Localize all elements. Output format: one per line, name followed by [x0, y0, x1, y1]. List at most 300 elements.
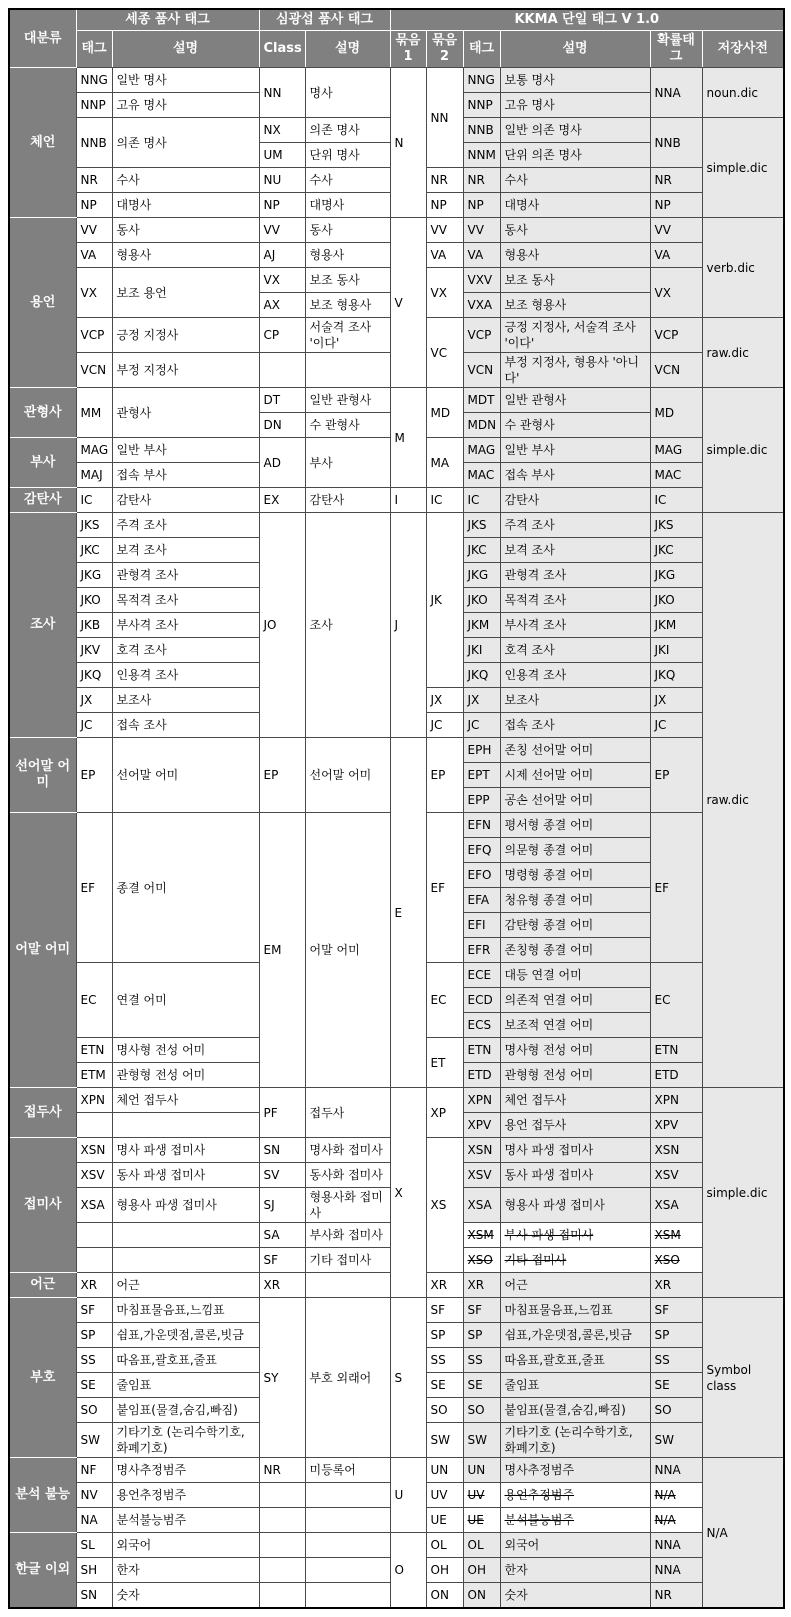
header-cell: 확률태그 [650, 31, 702, 68]
kkma-cell: 감탄형 종결 어미 [500, 913, 650, 938]
data-cell: OL [426, 1533, 463, 1558]
data-cell: XSA [76, 1188, 112, 1223]
data-cell: M [390, 388, 426, 488]
kkma-cell: JKG [650, 563, 702, 588]
data-cell: EC [76, 963, 112, 1038]
kkma-cell: Symbol class [702, 1298, 784, 1458]
data-cell: SL [76, 1533, 112, 1558]
category-cell: 용언 [9, 218, 76, 388]
kkma-cell: VA [463, 243, 500, 268]
data-cell: 인용격 조사 [112, 663, 259, 688]
data-cell: XR [259, 1273, 305, 1298]
kkma-cell-deprecated: XSM [650, 1223, 702, 1248]
data-cell: NN [426, 68, 463, 168]
kkma-cell: simple.dic [702, 118, 784, 218]
data-cell: 단위 명사 [305, 143, 390, 168]
data-cell: JKQ [76, 663, 112, 688]
data-cell: SS [76, 1348, 112, 1373]
kkma-cell: 쉼표,가운뎃점,콜론,빗금 [500, 1323, 650, 1348]
kkma-cell: VCN [463, 353, 500, 388]
data-cell: 보조사 [112, 688, 259, 713]
header-row [9, 31, 784, 68]
data-cell: NP [76, 193, 112, 218]
data-cell: 동사화 접미사 [305, 1163, 390, 1188]
kkma-cell: ETN [463, 1038, 500, 1063]
data-cell: XP [426, 1088, 463, 1138]
kkma-cell: verb.dic [702, 218, 784, 318]
data-cell: SN [259, 1138, 305, 1163]
data-cell: 호격 조사 [112, 638, 259, 663]
data-cell: 긍정 지정사 [112, 318, 259, 353]
kkma-cell: SO [650, 1398, 702, 1423]
kkma-cell: raw.dic [702, 513, 784, 1088]
kkma-cell: 의문형 종결 어미 [500, 838, 650, 863]
kkma-cell: 한자 [500, 1558, 650, 1583]
kkma-cell: VCN [650, 353, 702, 388]
kkma-cell: EPH [463, 738, 500, 763]
data-cell [305, 1533, 390, 1558]
category-cell: 조사 [9, 513, 76, 738]
header-cell: 저장사전 [702, 31, 784, 68]
data-cell: EP [76, 738, 112, 813]
kkma-cell: SF [463, 1298, 500, 1323]
kkma-cell: NNA [650, 1533, 702, 1558]
kkma-cell: EFR [463, 938, 500, 963]
kkma-cell: 보조사 [500, 688, 650, 713]
kkma-cell: SF [650, 1298, 702, 1323]
table-row [9, 1458, 784, 1483]
kkma-cell: 수 관형사 [500, 413, 650, 438]
kkma-cell: VXA [463, 293, 500, 318]
kkma-cell: 동사 [500, 218, 650, 243]
data-cell: 동사 [305, 218, 390, 243]
kkma-cell: NP [463, 193, 500, 218]
kkma-cell-deprecated: UE [463, 1508, 500, 1533]
data-cell: MA [426, 438, 463, 488]
kkma-cell: 기타기호 (논리수학기호, 화폐기호) [500, 1423, 650, 1458]
data-cell: EF [426, 813, 463, 963]
data-cell: JC [426, 713, 463, 738]
kkma-cell: XR [463, 1273, 500, 1298]
data-cell: 형용사 [112, 243, 259, 268]
data-cell: 접속 조사 [112, 713, 259, 738]
data-cell [305, 1483, 390, 1508]
data-cell: VA [76, 243, 112, 268]
kkma-cell: 동사 파생 접미사 [500, 1163, 650, 1188]
data-cell: IC [76, 488, 112, 513]
header-cell: 묶음 2 [426, 31, 463, 68]
data-cell: 조사 [305, 513, 390, 738]
data-cell: NV [76, 1483, 112, 1508]
data-cell: 보조 형용사 [305, 293, 390, 318]
data-cell: 어말 어미 [305, 813, 390, 1088]
kkma-cell: XPV [463, 1113, 500, 1138]
data-cell: NNB [76, 118, 112, 168]
kkma-cell: EFN [463, 813, 500, 838]
data-cell [305, 1583, 390, 1609]
data-cell: SO [426, 1398, 463, 1423]
data-cell: ETM [76, 1063, 112, 1088]
kkma-cell: 대명사 [500, 193, 650, 218]
kkma-cell: XSN [463, 1138, 500, 1163]
data-cell: 기타기호 (논리수학기호, 화폐기호) [112, 1423, 259, 1458]
data-cell: 어근 [112, 1273, 259, 1298]
data-cell: SF [426, 1298, 463, 1323]
data-cell: 고유 명사 [112, 93, 259, 118]
data-cell [259, 1533, 305, 1558]
kkma-cell: SS [650, 1348, 702, 1373]
kkma-cell: 시제 선어말 어미 [500, 763, 650, 788]
kkma-cell: VCP [463, 318, 500, 353]
data-cell: AX [259, 293, 305, 318]
kkma-cell: 접속 부사 [500, 463, 650, 488]
kkma-cell: ETD [463, 1063, 500, 1088]
data-cell: OH [426, 1558, 463, 1583]
data-cell: EX [259, 488, 305, 513]
kkma-cell: 단위 의존 명사 [500, 143, 650, 168]
kkma-cell: 수사 [500, 168, 650, 193]
data-cell: MD [426, 388, 463, 438]
data-cell [112, 1223, 259, 1248]
kkma-cell: NNB [463, 118, 500, 143]
data-cell: 줄임표 [112, 1373, 259, 1398]
data-cell: VV [426, 218, 463, 243]
kkma-cell: 보조 동사 [500, 268, 650, 293]
kkma-cell: XSV [463, 1163, 500, 1188]
table-row [9, 488, 784, 513]
kkma-cell: SW [463, 1423, 500, 1458]
data-cell: NN [259, 68, 305, 118]
kkma-cell: EPT [463, 763, 500, 788]
data-cell [259, 1583, 305, 1609]
data-cell: UE [426, 1508, 463, 1533]
kkma-cell: 용언 접두사 [500, 1113, 650, 1138]
category-cell: 부사 [9, 438, 76, 488]
data-cell: NNP [76, 93, 112, 118]
data-cell: MM [76, 388, 112, 438]
kkma-cell-deprecated: UV [463, 1483, 500, 1508]
kkma-cell: 부사격 조사 [500, 613, 650, 638]
kkma-cell: NR [650, 1583, 702, 1609]
data-cell: NP [259, 193, 305, 218]
kkma-cell: NNA [650, 1558, 702, 1583]
data-cell: SJ [259, 1188, 305, 1223]
data-cell: X [390, 1088, 426, 1298]
kkma-cell: SW [650, 1423, 702, 1458]
kkma-cell: JKG [463, 563, 500, 588]
kkma-cell: IC [650, 488, 702, 513]
data-cell: NX [259, 118, 305, 143]
kkma-cell: ECS [463, 1013, 500, 1038]
kkma-cell: 붙임표(물결,숨김,빠짐) [500, 1398, 650, 1423]
kkma-cell: 접속 조사 [500, 713, 650, 738]
kkma-cell: VXV [463, 268, 500, 293]
data-cell: SA [259, 1223, 305, 1248]
table-row [9, 738, 784, 763]
kkma-cell: SS [463, 1348, 500, 1373]
table-row [9, 68, 784, 93]
data-cell: 붙임표(물결,숨김,빠짐) [112, 1398, 259, 1423]
data-cell: ET [426, 1038, 463, 1088]
category-cell: 관형사 [9, 388, 76, 438]
data-cell: 부호 외래어 [305, 1298, 390, 1458]
kkma-cell: JC [650, 713, 702, 738]
data-cell: VCP [76, 318, 112, 353]
kkma-cell: 명사형 전성 어미 [500, 1038, 650, 1063]
data-cell: VA [426, 243, 463, 268]
data-cell: JKG [76, 563, 112, 588]
kkma-cell: simple.dic [702, 1088, 784, 1298]
data-cell: SF [259, 1248, 305, 1273]
data-cell: 의존 명사 [305, 118, 390, 143]
data-cell: 수 관형사 [305, 413, 390, 438]
kkma-cell: 줄임표 [500, 1373, 650, 1398]
kkma-cell: 공손 선어말 어미 [500, 788, 650, 813]
data-cell: 의존 명사 [112, 118, 259, 168]
kkma-cell: MAC [463, 463, 500, 488]
data-cell: ON [426, 1583, 463, 1609]
category-cell: 어근 [9, 1273, 76, 1298]
kkma-cell: 보통 명사 [500, 68, 650, 93]
kkma-cell: 주격 조사 [500, 513, 650, 538]
header-cell: 태그 [463, 31, 500, 68]
data-cell: 접속 부사 [112, 463, 259, 488]
kkma-cell: 청유형 종결 어미 [500, 888, 650, 913]
kkma-cell: 일반 관형사 [500, 388, 650, 413]
data-cell: 보격 조사 [112, 538, 259, 563]
kkma-cell: VV [463, 218, 500, 243]
kkma-cell-deprecated: 기타 접미사 [500, 1248, 650, 1273]
kkma-cell: JKC [463, 538, 500, 563]
kkma-cell: ETD [650, 1063, 702, 1088]
data-cell: 분석불능범주 [112, 1508, 259, 1533]
header-row [9, 9, 784, 31]
kkma-cell: NNP [463, 93, 500, 118]
data-cell: U [390, 1458, 426, 1533]
kkma-cell-deprecated: XSO [463, 1248, 500, 1273]
kkma-cell: JKS [463, 513, 500, 538]
data-cell: 부사화 접미사 [305, 1223, 390, 1248]
kkma-cell: ECE [463, 963, 500, 988]
kkma-cell: ON [463, 1583, 500, 1609]
kkma-cell: XSA [463, 1188, 500, 1223]
category-cell: 한글 이외 [9, 1533, 76, 1609]
data-cell [76, 1223, 112, 1248]
data-cell: 동사 [112, 218, 259, 243]
kkma-cell-deprecated: XSO [650, 1248, 702, 1273]
data-cell: UV [426, 1483, 463, 1508]
kkma-cell: SP [650, 1323, 702, 1348]
kkma-cell: 인용격 조사 [500, 663, 650, 688]
kkma-cell: VCP [650, 318, 702, 353]
kkma-cell: EC [650, 963, 702, 1038]
kkma-cell: EFQ [463, 838, 500, 863]
data-cell [76, 1113, 112, 1138]
data-cell: SO [76, 1398, 112, 1423]
kkma-cell: EFI [463, 913, 500, 938]
kkma-cell: XSN [650, 1138, 702, 1163]
kkma-cell: NNM [463, 143, 500, 168]
data-cell: EM [259, 813, 305, 1088]
category-cell: 선어말 어미 [9, 738, 76, 813]
data-cell [305, 353, 390, 388]
data-cell: SW [76, 1423, 112, 1458]
kkma-cell: 존칭형 종결 어미 [500, 938, 650, 963]
data-cell: NNG [76, 68, 112, 93]
kkma-cell: EF [650, 813, 702, 963]
data-cell: XSN [76, 1138, 112, 1163]
data-cell: 접두사 [305, 1088, 390, 1138]
data-cell: 보조 용언 [112, 268, 259, 318]
data-cell: 명사 [305, 68, 390, 118]
kkma-cell: JKO [650, 588, 702, 613]
data-cell: 감탄사 [305, 488, 390, 513]
kkma-cell: 외국어 [500, 1533, 650, 1558]
data-cell: EP [259, 738, 305, 813]
category-cell: 어말 어미 [9, 813, 76, 1088]
pos-tag-table [8, 8, 785, 1609]
data-cell: AJ [259, 243, 305, 268]
data-cell: DT [259, 388, 305, 413]
kkma-cell: OL [463, 1533, 500, 1558]
kkma-cell: 평서형 종결 어미 [500, 813, 650, 838]
kkma-cell: 숫자 [500, 1583, 650, 1609]
category-cell: 체언 [9, 68, 76, 218]
data-cell: IC [426, 488, 463, 513]
kkma-cell: EPP [463, 788, 500, 813]
data-cell: AD [259, 438, 305, 488]
data-cell: 선어말 어미 [112, 738, 259, 813]
kkma-cell: 일반 부사 [500, 438, 650, 463]
kkma-cell: VV [650, 218, 702, 243]
data-cell: CP [259, 318, 305, 353]
header-cell: 묶음 1 [390, 31, 426, 68]
table-row [9, 1533, 784, 1558]
kkma-cell: NR [650, 168, 702, 193]
data-cell: 미등록어 [305, 1458, 390, 1483]
data-cell [259, 353, 305, 388]
data-cell: 부정 지정사 [112, 353, 259, 388]
header-cell: 태그 [76, 31, 112, 68]
data-cell: NR [426, 168, 463, 193]
data-cell: 따옴표,괄호표,줄표 [112, 1348, 259, 1373]
data-cell: XPN [76, 1088, 112, 1113]
kkma-cell: XPN [463, 1088, 500, 1113]
kkma-cell: JC [463, 713, 500, 738]
kkma-cell: MAC [650, 463, 702, 488]
data-cell: NR [259, 1458, 305, 1483]
kkma-cell: 보격 조사 [500, 538, 650, 563]
kkma-cell: JKO [463, 588, 500, 613]
kkma-cell: UN [463, 1458, 500, 1483]
data-cell: SN [76, 1583, 112, 1609]
data-cell: VCN [76, 353, 112, 388]
data-cell: EC [426, 963, 463, 1038]
data-cell: VV [76, 218, 112, 243]
data-cell: SY [259, 1298, 305, 1458]
kkma-cell: noun.dic [702, 68, 784, 118]
kkma-cell: SP [463, 1323, 500, 1348]
kkma-cell: 부정 지정사, 형용사 '아니다' [500, 353, 650, 388]
data-cell: 관형사 [112, 388, 259, 438]
header-cell: 심광섭 품사 태그 [259, 9, 390, 31]
data-cell: 보조 동사 [305, 268, 390, 293]
data-cell: SP [76, 1323, 112, 1348]
kkma-cell: 관형형 전성 어미 [500, 1063, 650, 1088]
kkma-cell: EFO [463, 863, 500, 888]
category-cell: 분석 불능 [9, 1458, 76, 1533]
kkma-cell: SO [463, 1398, 500, 1423]
data-cell: SV [259, 1163, 305, 1188]
data-cell: UN [426, 1458, 463, 1483]
data-cell: I [390, 488, 426, 513]
category-cell: 접미사 [9, 1138, 76, 1273]
data-cell: ETN [76, 1038, 112, 1063]
header-cell: 설명 [112, 31, 259, 68]
data-cell: VX [76, 268, 112, 318]
data-cell: NP [426, 193, 463, 218]
kkma-cell: 마침표물음표,느낌표 [500, 1298, 650, 1323]
kkma-cell-deprecated: N/A [650, 1483, 702, 1508]
pos-tag-table-body [9, 9, 784, 1608]
table-row [9, 218, 784, 243]
data-cell [259, 1483, 305, 1508]
data-cell: VX [259, 268, 305, 293]
data-cell: S [390, 1298, 426, 1458]
data-cell: XR [426, 1273, 463, 1298]
data-cell: 마침표물음표,느낌표 [112, 1298, 259, 1323]
data-cell [112, 1113, 259, 1138]
data-cell: V [390, 218, 426, 388]
data-cell: 수사 [112, 168, 259, 193]
kkma-cell: NP [650, 193, 702, 218]
header-cell: KKMA 단일 태그 V 1.0 [390, 9, 784, 31]
kkma-cell: 의존적 연결 어미 [500, 988, 650, 1013]
data-cell: JC [76, 713, 112, 738]
data-cell: JO [259, 513, 305, 738]
kkma-cell: 호격 조사 [500, 638, 650, 663]
data-cell: 형용사화 접미사 [305, 1188, 390, 1223]
data-cell: NR [76, 168, 112, 193]
kkma-cell: simple.dic [702, 388, 784, 513]
data-cell: 한자 [112, 1558, 259, 1583]
data-cell: MAG [76, 438, 112, 463]
data-cell: XS [426, 1138, 463, 1273]
data-cell: 형용사 [305, 243, 390, 268]
data-cell: XR [76, 1273, 112, 1298]
data-cell [259, 1508, 305, 1533]
data-cell: 수사 [305, 168, 390, 193]
kkma-cell: XPV [650, 1113, 702, 1138]
data-cell: 연결 어미 [112, 963, 259, 1038]
kkma-cell: 형용사 [500, 243, 650, 268]
data-cell [76, 1248, 112, 1273]
kkma-cell: SE [463, 1373, 500, 1398]
data-cell: 체언 접두사 [112, 1088, 259, 1113]
kkma-cell: JX [650, 688, 702, 713]
data-cell: VC [426, 318, 463, 388]
data-cell: JX [76, 688, 112, 713]
kkma-cell: MAG [463, 438, 500, 463]
kkma-cell: IC [463, 488, 500, 513]
data-cell: J [390, 513, 426, 738]
kkma-cell: JKM [463, 613, 500, 638]
data-cell: 명사추정범주 [112, 1458, 259, 1483]
kkma-cell-deprecated: N/A [650, 1508, 702, 1533]
data-cell: 목적격 조사 [112, 588, 259, 613]
header-cell: 대분류 [9, 9, 76, 68]
kkma-cell: 어근 [500, 1273, 650, 1298]
